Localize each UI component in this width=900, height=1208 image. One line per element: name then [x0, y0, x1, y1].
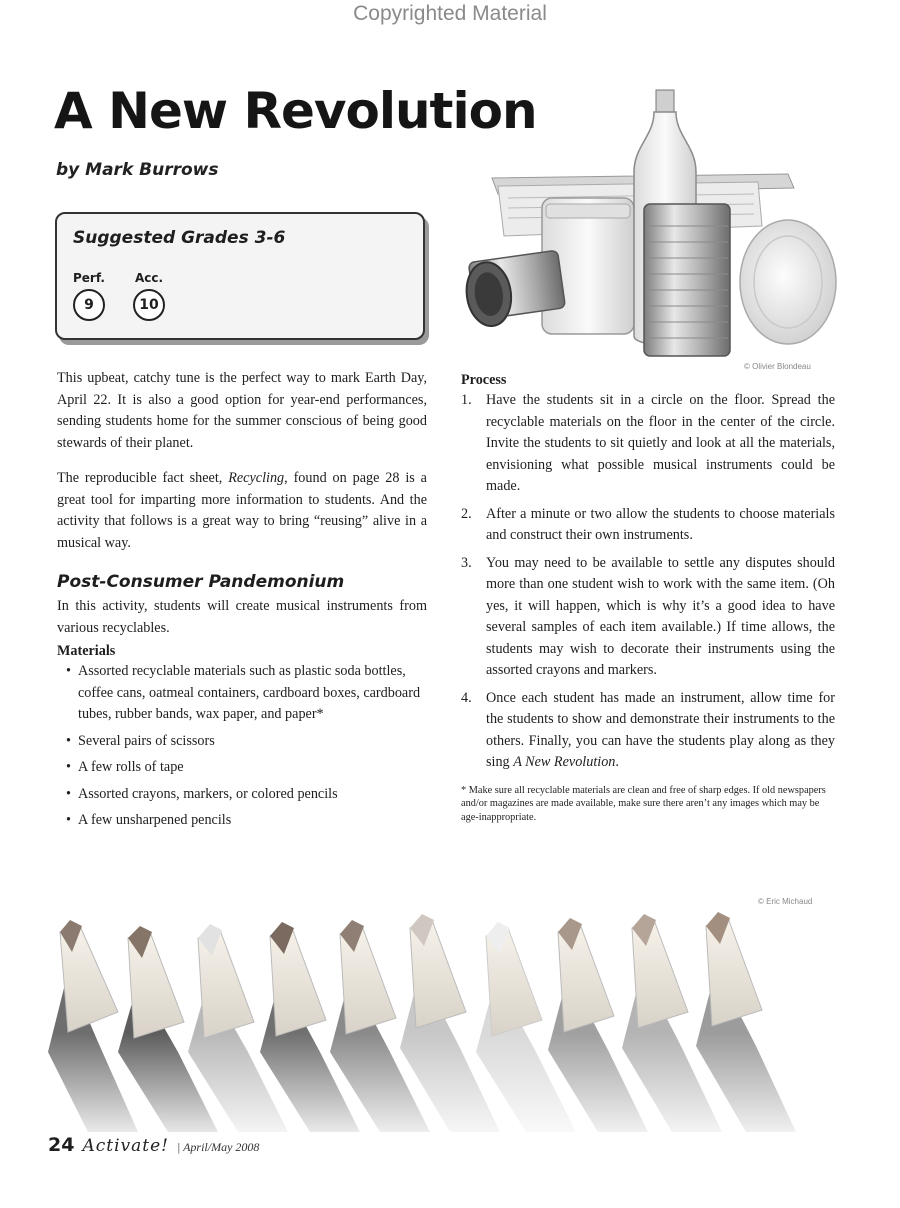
intro-p2-text-start: The reproducible fact sheet,: [57, 470, 229, 486]
step-number: 2.: [461, 505, 472, 522]
grades-title: Suggested Grades 3-6: [73, 228, 286, 248]
recycling-fact-sheet-title: Recycling: [228, 470, 285, 486]
step-text-end: .: [615, 754, 619, 770]
process-step: [461, 504, 835, 547]
song-title: A New Revolution: [513, 754, 616, 770]
left-column: [57, 368, 427, 837]
performance-track: [73, 271, 105, 321]
intro-paragraph-2: [57, 468, 427, 554]
photo-credit-top: © Olivier Blondeau: [744, 362, 811, 371]
process-step: [461, 688, 835, 774]
step-number: 3.: [461, 554, 472, 571]
process-steps: [461, 390, 835, 774]
step-text: You may need to be available to settle any disputes should more than one student wish to work with the same item. (Oh yes, it will happen, which is why it’s a good idea to have several samples of each item available.) If time allows, the students may wish to decorate their instruments using the assorted crayons and markers.: [486, 554, 835, 678]
materials-item: • Several pairs of scissors: [57, 731, 427, 753]
materials-item: • Assorted recyclable materials such as plastic soda bottles, coffee cans, oatmeal containers, cardboard boxes, cardboard tubes, rubber bands, wax paper, and paper*: [57, 661, 427, 726]
materials-footnote: * Make sure all recyclable materials are clean and free of sharp edges. If old newspapers and/or magazines are made available, make sure there aren’t any images which may be age-inappropriate.: [461, 784, 826, 823]
step-text-start: Once each student has made an instrument, allow time for the students to show and demonstrate their instruments to the others. Finally, you can have the students play along as they sing: [486, 689, 835, 770]
copyright-watermark: Copyrighted Material: [353, 2, 547, 25]
photo-credit-bottom: © Eric Michaud: [758, 897, 813, 906]
issue-date: | April/May 2008: [176, 1140, 260, 1154]
step-text: After a minute or two allow the students to choose materials and construct their own instruments.: [486, 505, 835, 543]
perf-label: Perf.: [73, 271, 105, 285]
materials-list: [57, 661, 427, 832]
right-column: [461, 368, 835, 824]
process-step: [461, 390, 835, 498]
page-number: 24: [48, 1134, 75, 1156]
acc-track-number: 10: [133, 289, 165, 321]
process-step: [461, 553, 835, 682]
materials-item: • Assorted crayons, markers, or colored pencils: [57, 784, 427, 806]
materials-heading: Materials: [57, 643, 116, 659]
step-text: Have the students sit in a circle on the floor. Spread the recyclable materials on the floor in the center of the circle. Invite the students to sit quietly and look at all the materials, envisioning what possible musical instruments could be made.: [486, 392, 835, 494]
suggested-grades-box: [55, 212, 425, 340]
intro-p2-text-end: , found on page 28 is a great tool for imparting more information to students. And the activity that follows is a great way to bring “reusing” alive in a musical way.: [57, 470, 427, 551]
activity-title: Post-Consumer Pandemonium: [57, 572, 345, 592]
article-byline: by Mark Burrows: [56, 160, 219, 180]
perf-track-number: 9: [73, 289, 105, 321]
materials-item: • A few rolls of tape: [57, 757, 427, 779]
step-number: 4.: [461, 689, 472, 706]
step-number: 1.: [461, 392, 472, 408]
colored-pencils-photo: [48, 912, 848, 1132]
materials-item: • A few unsharpened pencils: [57, 810, 427, 832]
recyclables-photo: [458, 86, 838, 366]
intro-paragraph-1: This upbeat, catchy tune is the perfect way to mark Earth Day, April 22. It is also a good option for year-end performances, sending students home for the summer conscious of being good stewards of their planet.: [57, 370, 427, 451]
process-heading: Process: [461, 372, 507, 388]
activity-intro: In this activity, students will create musical instruments from various recyclables.: [57, 598, 427, 636]
accompaniment-track: [133, 271, 165, 321]
page-footer: [48, 1134, 259, 1156]
article-title: A New Revolution: [54, 82, 537, 140]
magazine-logo: Activate!: [82, 1136, 169, 1156]
acc-label: Acc.: [134, 271, 164, 285]
